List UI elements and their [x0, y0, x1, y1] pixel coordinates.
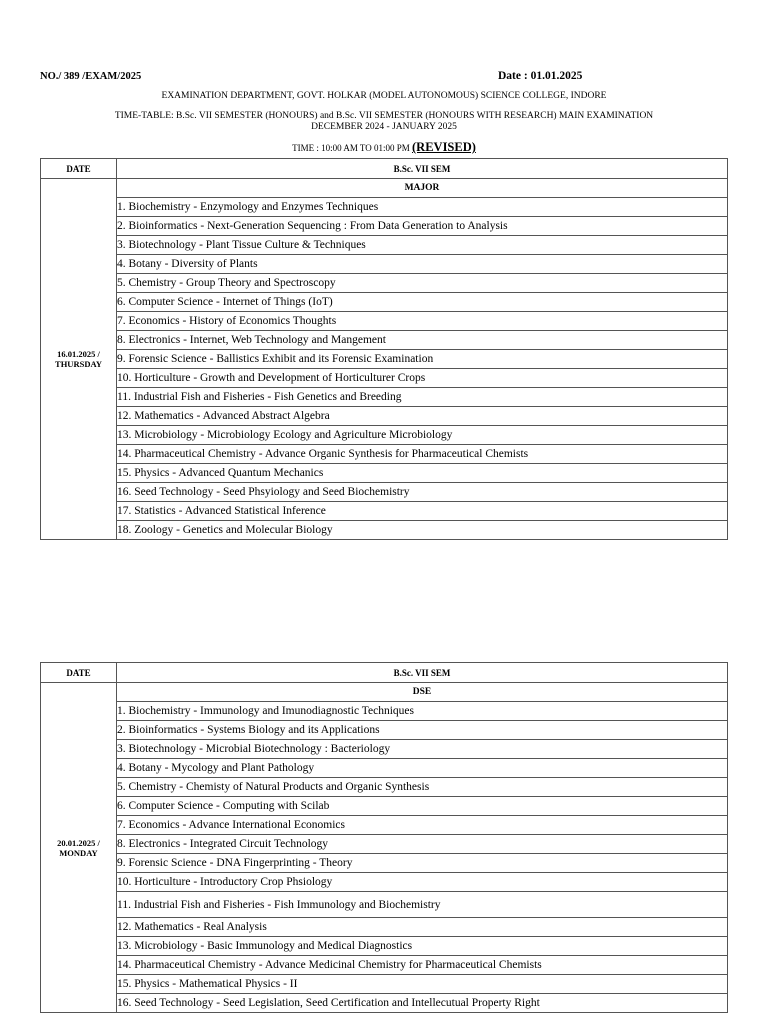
table-header-row [41, 159, 728, 179]
table-row [41, 892, 728, 918]
paper-cell: 10. Horticulture - Introductory Crop Phsiology [117, 873, 728, 892]
table-row [41, 937, 728, 956]
paper-cell: 13. Microbiology - Microbiology Ecology and Agriculture Microbiology [117, 426, 728, 445]
header-top-row [40, 71, 728, 85]
timetable-title-line2: DECEMBER 2024 - JANUARY 2025 [311, 122, 457, 132]
paper-cell: 5. Chemistry - Group Theory and Spectroscopy [117, 274, 728, 293]
department-title: EXAMINATION DEPARTMENT, GOVT. HOLKAR (MODEL AUTONOMOUS) SCIENCE COLLEGE, INDORE [161, 91, 607, 101]
category-major: MAJOR [117, 179, 728, 198]
table-row [41, 759, 728, 778]
paper-cell: 1. Biochemistry - Enzymology and Enzymes Techniques [117, 198, 728, 217]
semester-column-header: B.Sc. VII SEM [117, 663, 728, 683]
exam-date: 16.01.2025 / [57, 349, 100, 359]
paper-cell: 5. Chemistry - Chemisty of Natural Products and Organic Synthesis [117, 778, 728, 797]
exam-time [40, 142, 728, 154]
exam-date-cell [41, 683, 117, 1013]
semester-column-header: B.Sc. VII SEM [117, 159, 728, 179]
table-header-row [41, 663, 728, 683]
table-row [41, 312, 728, 331]
paper-cell: 9. Forensic Science - Ballistics Exhibit and its Forensic Examination [117, 350, 728, 369]
paper-cell: 15. Physics - Mathematical Physics - II [117, 975, 728, 994]
table-row [41, 502, 728, 521]
table-row [41, 293, 728, 312]
table-row [41, 350, 728, 369]
paper-cell: 1. Biochemistry - Immunology and Imunodiagnostic Techniques [117, 702, 728, 721]
table-row [41, 702, 728, 721]
paper-cell: 11. Industrial Fish and Fisheries - Fish Immunology and Biochemistry [117, 892, 728, 918]
paper-cell: 9. Forensic Science - DNA Fingerprinting - Theory [117, 854, 728, 873]
table-row [41, 918, 728, 937]
paper-cell: 14. Pharmaceutical Chemistry - Advance Organic Synthesis for Pharmaceutical Chemists [117, 445, 728, 464]
table-row [41, 388, 728, 407]
timetable-title [40, 111, 728, 133]
table-row [41, 816, 728, 835]
paper-cell: 15. Physics - Advanced Quantum Mechanics [117, 464, 728, 483]
paper-cell: 12. Mathematics - Advanced Abstract Algebra [117, 407, 728, 426]
table-row [41, 797, 728, 816]
paper-cell: 10. Horticulture - Growth and Development of Horticulturer Crops [117, 369, 728, 388]
table-row [41, 778, 728, 797]
table-row [41, 873, 728, 892]
paper-cell: 6. Computer Science - Computing with Scilab [117, 797, 728, 816]
table-row [41, 407, 728, 426]
table-row [41, 835, 728, 854]
paper-cell: 4. Botany - Mycology and Plant Pathology [117, 759, 728, 778]
paper-cell: 7. Economics - History of Economics Thoughts [117, 312, 728, 331]
paper-cell: 2. Bioinformatics - Next-Generation Sequencing : From Data Generation to Analysis [117, 217, 728, 236]
table-row [41, 236, 728, 255]
table-row [41, 994, 728, 1013]
table-row [41, 721, 728, 740]
table-row [41, 369, 728, 388]
paper-cell: 13. Microbiology - Basic Immunology and Medical Diagnostics [117, 937, 728, 956]
table-row [41, 956, 728, 975]
table-row [41, 483, 728, 502]
category-dse: DSE [117, 683, 728, 702]
table-row [41, 464, 728, 483]
paper-cell: 17. Statistics - Advanced Statistical Inference [117, 502, 728, 521]
paper-cell: 3. Biotechnology - Microbial Biotechnology : Bacteriology [117, 740, 728, 759]
paper-cell: 11. Industrial Fish and Fisheries - Fish Genetics and Breeding [117, 388, 728, 407]
timetable-dse [40, 662, 728, 1013]
category-row [41, 683, 728, 702]
exam-time-text: TIME : 10:00 AM TO 01:00 PM [292, 143, 413, 153]
paper-cell: 12. Mathematics - Real Analysis [117, 918, 728, 937]
date-column-header: DATE [41, 159, 117, 179]
exam-date: 20.01.2025 / [57, 837, 100, 848]
table-row [41, 426, 728, 445]
exam-day: THURSDAY [55, 359, 102, 369]
table-row [41, 975, 728, 994]
table-row [41, 445, 728, 464]
table-row [41, 331, 728, 350]
table-row [41, 740, 728, 759]
paper-cell: 4. Botany - Diversity of Plants [117, 255, 728, 274]
paper-cell: 18. Zoology - Genetics and Molecular Biology [117, 521, 728, 540]
date-column-header: DATE [41, 663, 117, 683]
exam-date-cell [41, 179, 117, 540]
paper-cell: 16. Seed Technology - Seed Phsyiology and Seed Biochemistry [117, 483, 728, 502]
exam-day: MONDAY [59, 847, 98, 858]
paper-cell: 6. Computer Science - Internet of Things (IoT) [117, 293, 728, 312]
revised-label: (REVISED) [412, 140, 476, 154]
issue-date: Date : 01.01.2025 [498, 70, 583, 82]
table-row [41, 274, 728, 293]
table-row [41, 521, 728, 540]
category-row [41, 179, 728, 198]
table-row [41, 217, 728, 236]
paper-cell: 7. Economics - Advance International Economics [117, 816, 728, 835]
table-row [41, 854, 728, 873]
paper-cell: 2. Bioinformatics - Systems Biology and its Applications [117, 721, 728, 740]
paper-cell: 3. Biotechnology - Plant Tissue Culture & Techniques [117, 236, 728, 255]
paper-cell: 8. Electronics - Internet, Web Technology and Mangement [117, 331, 728, 350]
timetable-title-line1: TIME-TABLE: B.Sc. VII SEMESTER (HONOURS) and B.Sc. VII SEMESTER (HONOURS WITH RESEARCH) MAIN EXAMINATION [114, 111, 654, 121]
paper-cell: 14. Pharmaceutical Chemistry - Advance Medicinal Chemistry for Pharmaceutical Chemists [117, 956, 728, 975]
paper-cell: 16. Seed Technology - Seed Legislation, Seed Certification and Intellecutual Property Right [117, 994, 728, 1013]
table-row [41, 255, 728, 274]
reference-number: NO./ 389 /EXAM/2025 [40, 71, 142, 82]
timetable-major [40, 158, 728, 540]
table-row [41, 198, 728, 217]
paper-cell: 8. Electronics - Integrated Circuit Technology [117, 835, 728, 854]
